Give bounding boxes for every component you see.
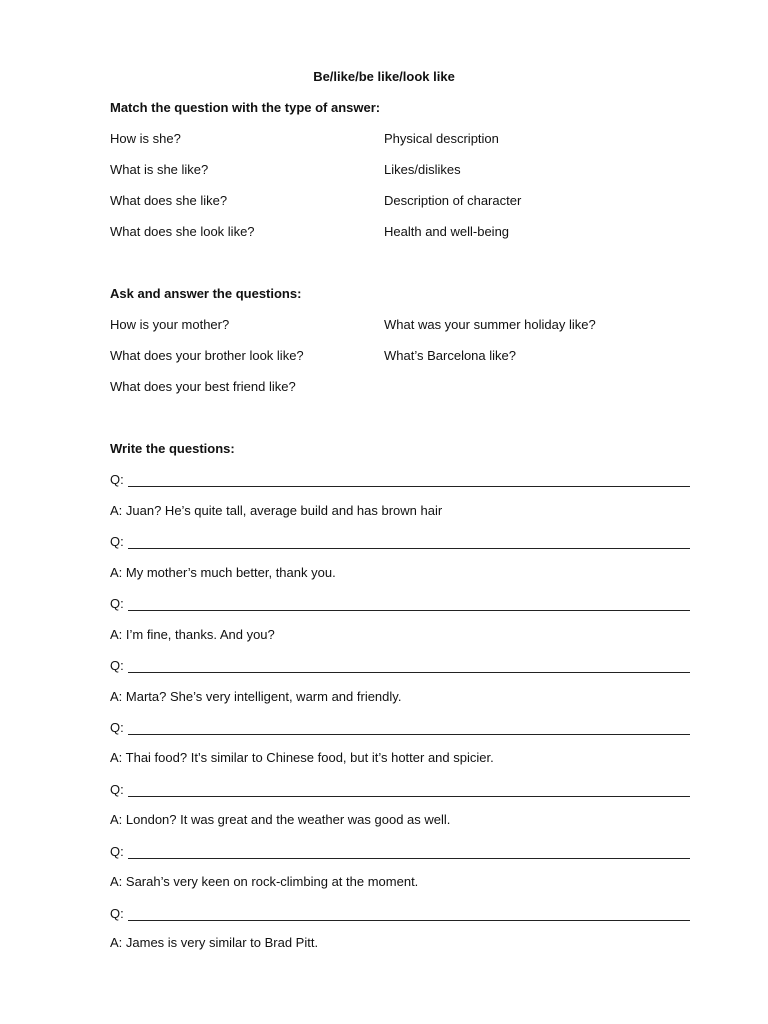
answer-blank[interactable]	[128, 783, 690, 797]
given-answer-1: A: Juan? He’s quite tall, average build and has brown hair	[110, 503, 443, 518]
question-write-line-7[interactable]	[110, 844, 690, 860]
ask-question-3: What does your best friend like?	[110, 379, 296, 394]
answer-blank[interactable]	[128, 659, 690, 673]
section3-heading: Write the questions:	[110, 441, 235, 456]
given-answer-7: A: Sarah’s very keen on rock-climbing at the moment.	[110, 874, 419, 889]
answer-blank[interactable]	[128, 535, 690, 549]
ask-question-4: What was your summer holiday like?	[384, 317, 596, 332]
match-question-3: What does she like?	[110, 193, 228, 208]
answer-blank[interactable]	[128, 473, 690, 487]
question-write-line-1[interactable]	[110, 472, 690, 488]
q-label: Q:	[110, 906, 124, 921]
section1-heading: Match the question with the type of answer:	[110, 100, 381, 115]
match-answer-1: Physical description	[384, 131, 499, 146]
match-answer-4: Health and well-being	[384, 224, 510, 239]
q-label: Q:	[110, 658, 124, 673]
answer-blank[interactable]	[128, 907, 690, 921]
question-write-line-8[interactable]	[110, 906, 690, 922]
question-write-line-2[interactable]	[110, 534, 690, 550]
given-answer-3: A: I’m fine, thanks. And you?	[110, 627, 275, 642]
question-write-line-4[interactable]	[110, 658, 690, 674]
question-write-line-6[interactable]	[110, 782, 690, 798]
match-question-2: What is she like?	[110, 162, 209, 177]
question-write-line-3[interactable]	[110, 596, 690, 612]
match-answer-3: Description of character	[384, 193, 522, 208]
q-label: Q:	[110, 534, 124, 549]
given-answer-2: A: My mother’s much better, thank you.	[110, 565, 336, 580]
question-write-line-5[interactable]	[110, 720, 690, 736]
given-answer-5: A: Thai food? It’s similar to Chinese food, but it’s hotter and spicier.	[110, 750, 494, 765]
match-answer-2: Likes/dislikes	[384, 162, 461, 177]
match-question-4: What does she look like?	[110, 224, 255, 239]
q-label: Q:	[110, 844, 124, 859]
q-label: Q:	[110, 472, 124, 487]
ask-question-2: What does your brother look like?	[110, 348, 304, 363]
match-question-1: How is she?	[110, 131, 181, 146]
ask-question-5: What’s Barcelona like?	[384, 348, 516, 363]
answer-blank[interactable]	[128, 845, 690, 859]
given-answer-4: A: Marta? She’s very intelligent, warm and friendly.	[110, 689, 402, 704]
q-label: Q:	[110, 782, 124, 797]
answer-blank[interactable]	[128, 597, 690, 611]
page-title: Be/like/be like/look like	[313, 69, 455, 84]
answer-blank[interactable]	[128, 721, 690, 735]
section2-heading: Ask and answer the questions:	[110, 286, 302, 301]
q-label: Q:	[110, 720, 124, 735]
q-label: Q:	[110, 596, 124, 611]
ask-question-1: How is your mother?	[110, 317, 230, 332]
given-answer-8: A: James is very similar to Brad Pitt.	[110, 935, 319, 950]
given-answer-6: A: London? It was great and the weather was good as well.	[110, 812, 451, 827]
